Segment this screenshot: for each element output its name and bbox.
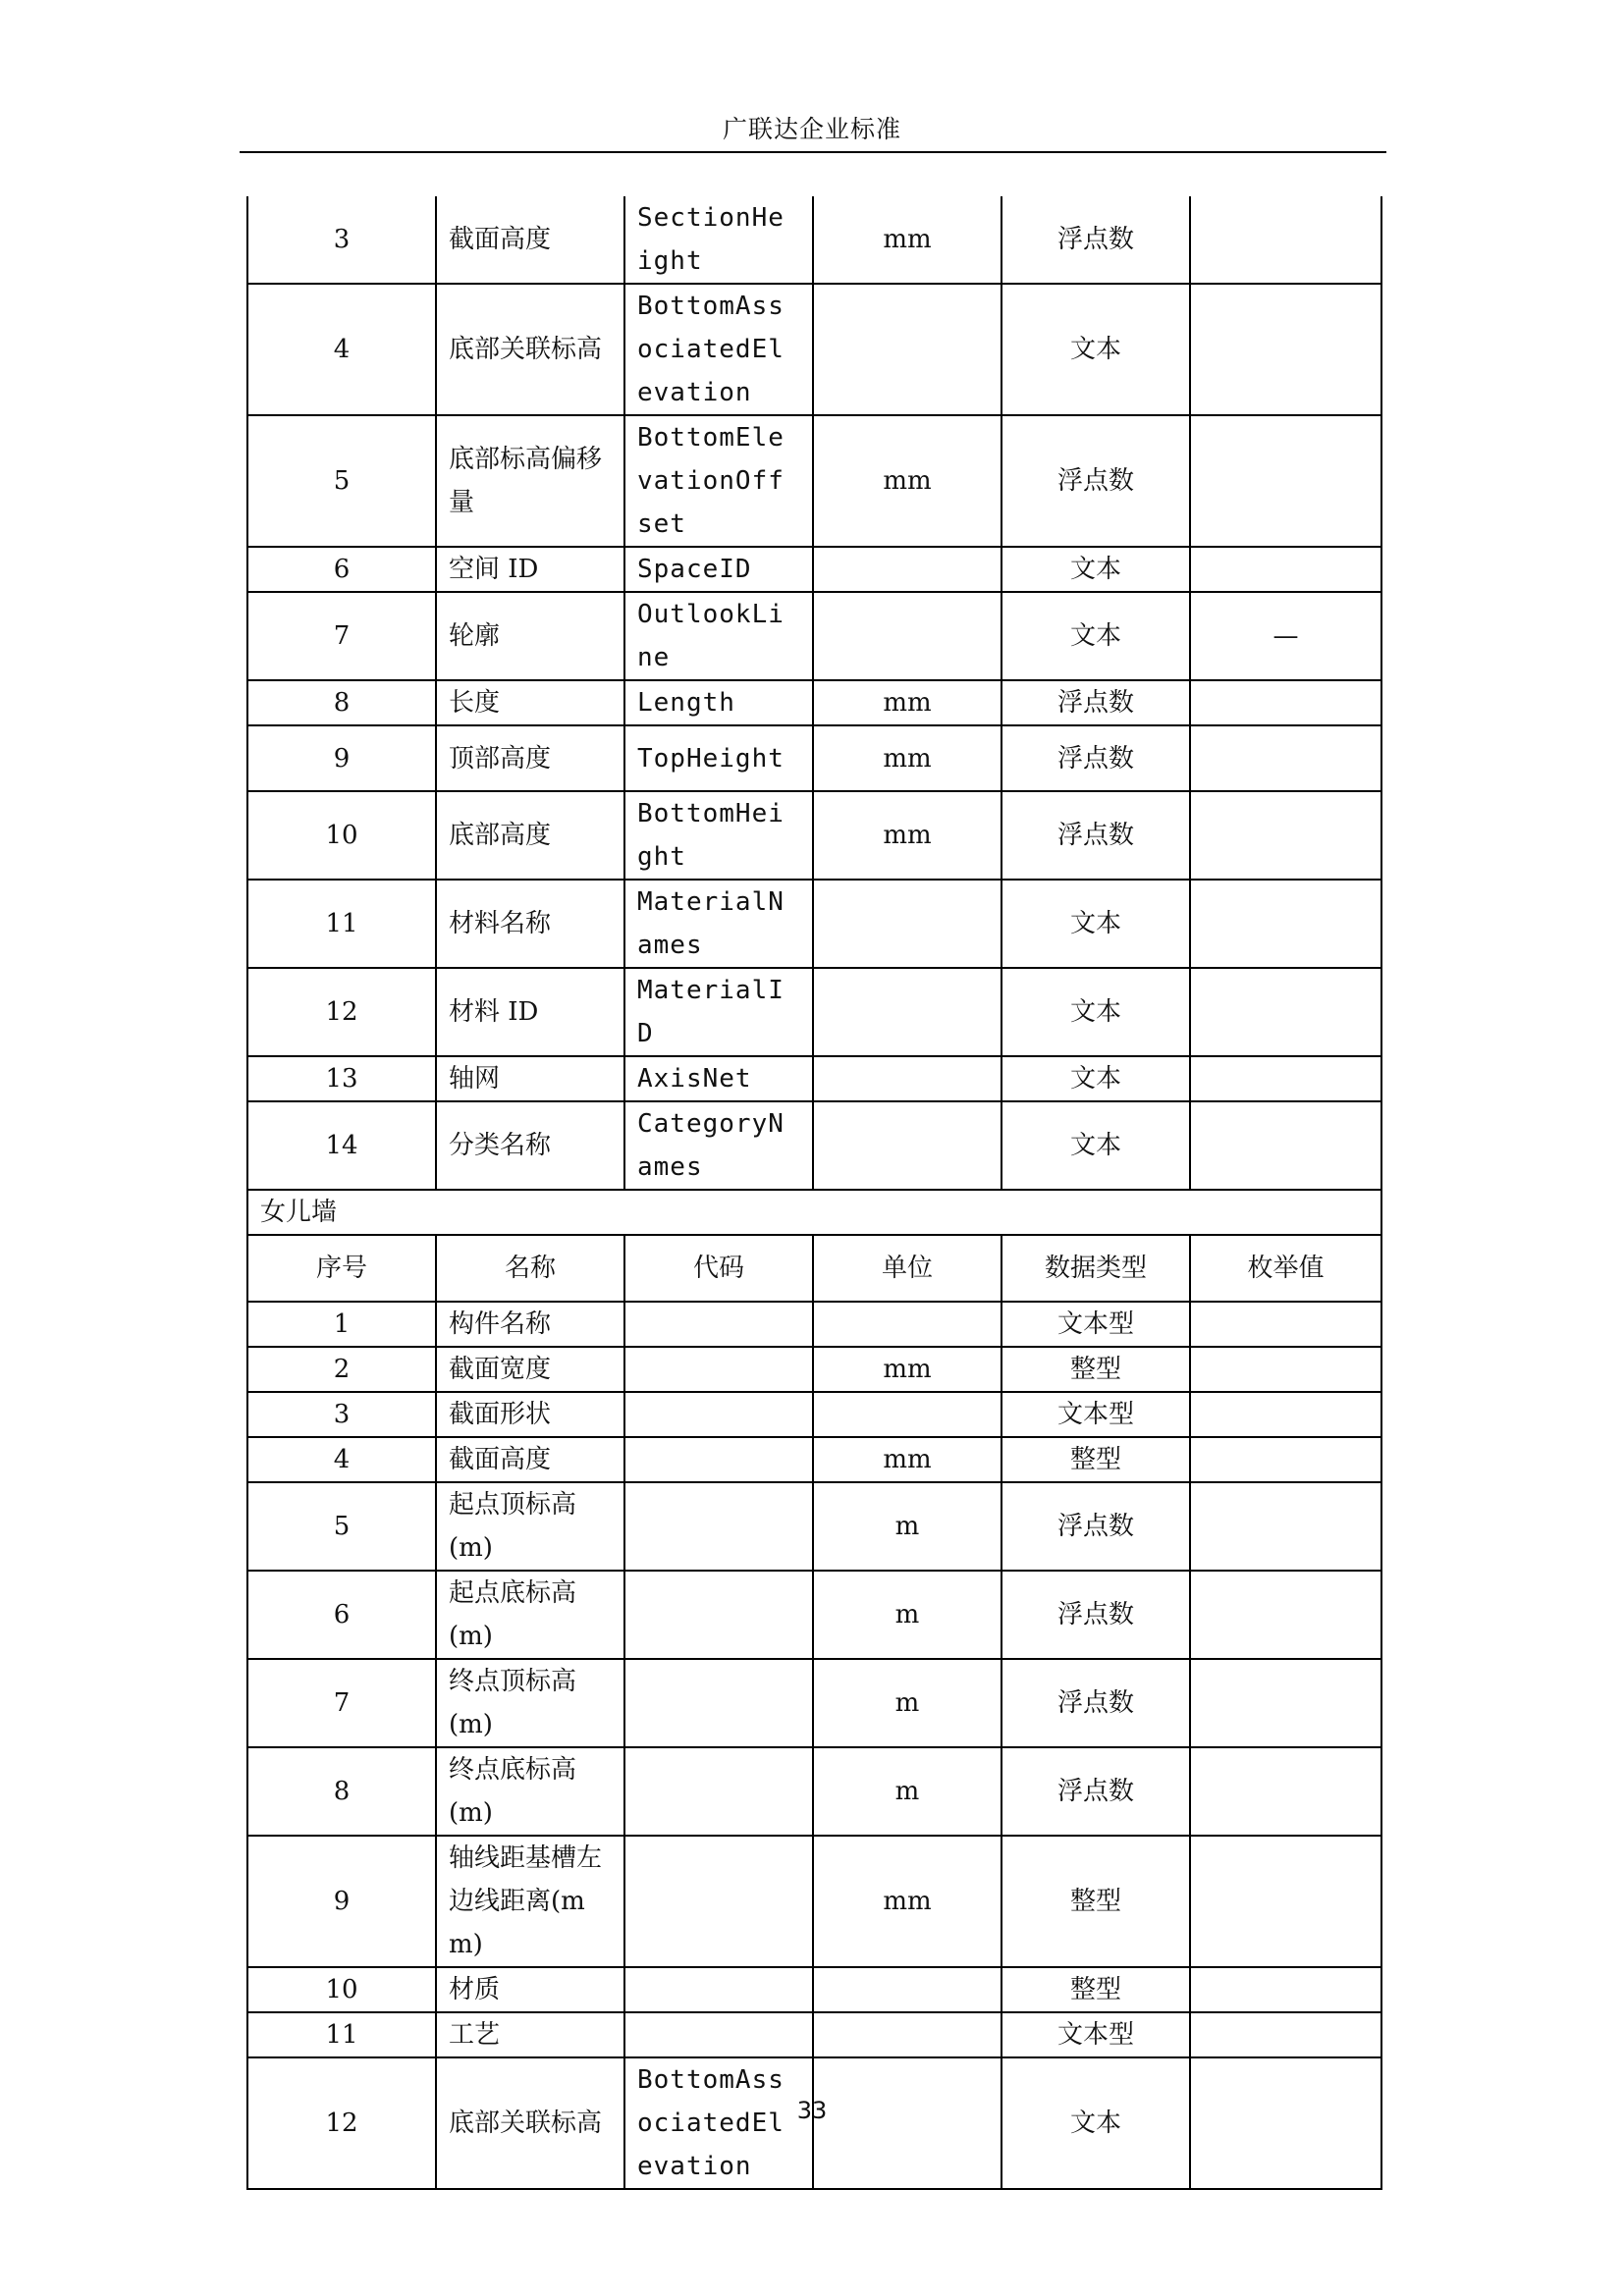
row-data-type: 文本型 xyxy=(1001,1302,1190,1347)
attribute-table xyxy=(246,196,1382,2190)
table-row xyxy=(247,1302,1381,1347)
row-code: MaterialID xyxy=(624,968,813,1056)
table-header-row xyxy=(247,1235,1381,1302)
row-data-type: 文本 xyxy=(1001,1056,1190,1101)
row-enum-value xyxy=(1190,791,1381,880)
row-enum-value xyxy=(1190,1392,1381,1437)
row-unit xyxy=(813,1056,1001,1101)
row-code xyxy=(624,1302,813,1347)
row-code: MaterialNames xyxy=(624,880,813,968)
row-unit xyxy=(813,284,1001,415)
row-enum-value xyxy=(1190,1967,1381,2012)
row-name: 材料 ID xyxy=(436,968,624,1056)
row-unit: mm xyxy=(813,1347,1001,1392)
row-code: SpaceID xyxy=(624,547,813,592)
row-name: 轴网 xyxy=(436,1056,624,1101)
row-name: 截面高度 xyxy=(436,1437,624,1482)
row-unit: mm xyxy=(813,791,1001,880)
row-code: Length xyxy=(624,680,813,725)
row-data-type: 文本 xyxy=(1001,968,1190,1056)
row-enum-value xyxy=(1190,1437,1381,1482)
row-data-type: 文本型 xyxy=(1001,2012,1190,2057)
row-number: 14 xyxy=(247,1101,436,1190)
row-number: 3 xyxy=(247,196,436,284)
row-data-type: 浮点数 xyxy=(1001,1659,1190,1747)
table-row xyxy=(247,1571,1381,1659)
row-code: BottomHeight xyxy=(624,791,813,880)
row-enum-value xyxy=(1190,680,1381,725)
row-enum-value xyxy=(1190,1302,1381,1347)
row-data-type: 浮点数 xyxy=(1001,1571,1190,1659)
row-data-type: 文本 xyxy=(1001,284,1190,415)
row-enum-value xyxy=(1190,1101,1381,1190)
row-code: OutlookLine xyxy=(624,592,813,680)
row-name: 截面形状 xyxy=(436,1392,624,1437)
table-row xyxy=(247,680,1381,725)
row-code xyxy=(624,1836,813,1967)
table-row xyxy=(247,1747,1381,1836)
row-number: 7 xyxy=(247,1659,436,1747)
row-code: BottomElevationOffset xyxy=(624,415,813,547)
row-enum-value xyxy=(1190,725,1381,791)
row-number: 7 xyxy=(247,592,436,680)
row-name: 底部标高偏移量 xyxy=(436,415,624,547)
row-data-type: 整型 xyxy=(1001,1437,1190,1482)
table-row xyxy=(247,592,1381,680)
row-enum-value xyxy=(1190,284,1381,415)
row-number: 9 xyxy=(247,725,436,791)
header-unit: 单位 xyxy=(813,1235,1001,1302)
header-code: 代码 xyxy=(624,1235,813,1302)
row-name: 轴线距基槽左边线距离(mm) xyxy=(436,1836,624,1967)
header-no: 序号 xyxy=(247,1235,436,1302)
row-unit: m xyxy=(813,1571,1001,1659)
table-row xyxy=(247,1967,1381,2012)
row-name: 底部高度 xyxy=(436,791,624,880)
row-name: 顶部高度 xyxy=(436,725,624,791)
row-name: 底部关联标高 xyxy=(436,2057,624,2189)
row-unit xyxy=(813,2012,1001,2057)
row-unit: mm xyxy=(813,415,1001,547)
row-code xyxy=(624,1482,813,1571)
row-unit: mm xyxy=(813,1836,1001,1967)
row-enum-value xyxy=(1190,547,1381,592)
row-data-type: 整型 xyxy=(1001,1347,1190,1392)
table-row xyxy=(247,1101,1381,1190)
row-number: 12 xyxy=(247,968,436,1056)
row-data-type: 文本 xyxy=(1001,592,1190,680)
row-unit xyxy=(813,968,1001,1056)
row-number: 6 xyxy=(247,547,436,592)
row-code: BottomAssociatedElevation xyxy=(624,284,813,415)
row-enum-value xyxy=(1190,1836,1381,1967)
table-row xyxy=(247,1437,1381,1482)
row-number: 8 xyxy=(247,1747,436,1836)
row-enum-value xyxy=(1190,1482,1381,1571)
row-code xyxy=(624,1437,813,1482)
row-name: 终点顶标高(m) xyxy=(436,1659,624,1747)
row-data-type: 浮点数 xyxy=(1001,196,1190,284)
row-data-type: 文本 xyxy=(1001,880,1190,968)
row-number: 11 xyxy=(247,880,436,968)
row-number: 8 xyxy=(247,680,436,725)
section-title: 女儿墙 xyxy=(247,1190,1381,1235)
row-unit: mm xyxy=(813,196,1001,284)
row-enum-value xyxy=(1190,1347,1381,1392)
row-unit: mm xyxy=(813,680,1001,725)
row-unit xyxy=(813,1392,1001,1437)
header-divider xyxy=(240,151,1386,153)
row-unit xyxy=(813,880,1001,968)
row-name: 工艺 xyxy=(436,2012,624,2057)
row-number: 10 xyxy=(247,1967,436,2012)
row-code xyxy=(624,1747,813,1836)
row-data-type: 文本型 xyxy=(1001,1392,1190,1437)
row-enum-value xyxy=(1190,968,1381,1056)
header-data-type: 数据类型 xyxy=(1001,1235,1190,1302)
row-code: SectionHeight xyxy=(624,196,813,284)
row-data-type: 文本 xyxy=(1001,547,1190,592)
table-row xyxy=(247,1347,1381,1392)
row-code: TopHeight xyxy=(624,725,813,791)
row-enum-value xyxy=(1190,2012,1381,2057)
row-code xyxy=(624,1659,813,1747)
row-number: 1 xyxy=(247,1302,436,1347)
row-data-type: 文本 xyxy=(1001,1101,1190,1190)
row-unit xyxy=(813,1967,1001,2012)
row-enum-value xyxy=(1190,1056,1381,1101)
row-code: BottomAssociatedElevation xyxy=(624,2057,813,2189)
row-name: 空间 ID xyxy=(436,547,624,592)
page-header-title: 广联达企业标准 xyxy=(722,115,901,143)
row-number: 10 xyxy=(247,791,436,880)
row-number: 5 xyxy=(247,415,436,547)
table-row xyxy=(247,284,1381,415)
table-row xyxy=(247,547,1381,592)
row-data-type: 浮点数 xyxy=(1001,680,1190,725)
row-unit: mm xyxy=(813,1437,1001,1482)
table-row xyxy=(247,880,1381,968)
row-data-type: 浮点数 xyxy=(1001,791,1190,880)
row-code xyxy=(624,1347,813,1392)
row-code: CategoryNames xyxy=(624,1101,813,1190)
row-name: 终点底标高(m) xyxy=(436,1747,624,1836)
row-code xyxy=(624,2012,813,2057)
row-enum-value xyxy=(1190,880,1381,968)
row-data-type: 整型 xyxy=(1001,1836,1190,1967)
row-number: 13 xyxy=(247,1056,436,1101)
row-name: 长度 xyxy=(436,680,624,725)
row-enum-value xyxy=(1190,1659,1381,1747)
row-unit xyxy=(813,547,1001,592)
row-name: 分类名称 xyxy=(436,1101,624,1190)
table-row xyxy=(247,725,1381,791)
table-row xyxy=(247,196,1381,284)
row-number: 11 xyxy=(247,2012,436,2057)
row-enum-value: — xyxy=(1190,592,1381,680)
row-enum-value xyxy=(1190,196,1381,284)
row-name: 截面宽度 xyxy=(436,1347,624,1392)
row-enum-value xyxy=(1190,1571,1381,1659)
row-name: 构件名称 xyxy=(436,1302,624,1347)
row-number: 5 xyxy=(247,1482,436,1571)
row-number: 4 xyxy=(247,284,436,415)
row-data-type: 浮点数 xyxy=(1001,415,1190,547)
row-enum-value xyxy=(1190,1747,1381,1836)
table-row xyxy=(247,2012,1381,2057)
row-data-type: 文本 xyxy=(1001,2057,1190,2189)
row-number: 4 xyxy=(247,1437,436,1482)
row-data-type: 整型 xyxy=(1001,1967,1190,2012)
row-unit: m xyxy=(813,1482,1001,1571)
table-row xyxy=(247,791,1381,880)
table-row xyxy=(247,1056,1381,1101)
page-number: 33 xyxy=(796,2097,828,2124)
row-code: AxisNet xyxy=(624,1056,813,1101)
row-code xyxy=(624,1967,813,2012)
table-row xyxy=(247,1836,1381,1967)
row-number: 6 xyxy=(247,1571,436,1659)
row-number: 9 xyxy=(247,1836,436,1967)
table-row xyxy=(247,1482,1381,1571)
row-number: 3 xyxy=(247,1392,436,1437)
row-code xyxy=(624,1392,813,1437)
table-row xyxy=(247,968,1381,1056)
row-enum-value xyxy=(1190,415,1381,547)
row-name: 材料名称 xyxy=(436,880,624,968)
row-unit xyxy=(813,592,1001,680)
row-name: 截面高度 xyxy=(436,196,624,284)
row-unit xyxy=(813,1302,1001,1347)
row-number: 12 xyxy=(247,2057,436,2189)
table-row xyxy=(247,1659,1381,1747)
row-name: 起点顶标高(m) xyxy=(436,1482,624,1571)
header-name: 名称 xyxy=(436,1235,624,1302)
section-row xyxy=(247,1190,1381,1235)
row-data-type: 浮点数 xyxy=(1001,1747,1190,1836)
header-enum-value: 枚举值 xyxy=(1190,1235,1381,1302)
row-name: 起点底标高(m) xyxy=(436,1571,624,1659)
row-name: 轮廓 xyxy=(436,592,624,680)
table-row xyxy=(247,415,1381,547)
row-code xyxy=(624,1571,813,1659)
row-unit: mm xyxy=(813,725,1001,791)
row-data-type: 浮点数 xyxy=(1001,1482,1190,1571)
row-unit: m xyxy=(813,1747,1001,1836)
row-unit xyxy=(813,1101,1001,1190)
row-unit: m xyxy=(813,1659,1001,1747)
row-data-type: 浮点数 xyxy=(1001,725,1190,791)
row-name: 材质 xyxy=(436,1967,624,2012)
row-name: 底部关联标高 xyxy=(436,284,624,415)
table-row xyxy=(247,1392,1381,1437)
row-number: 2 xyxy=(247,1347,436,1392)
attribute-table-body xyxy=(247,196,1381,2189)
